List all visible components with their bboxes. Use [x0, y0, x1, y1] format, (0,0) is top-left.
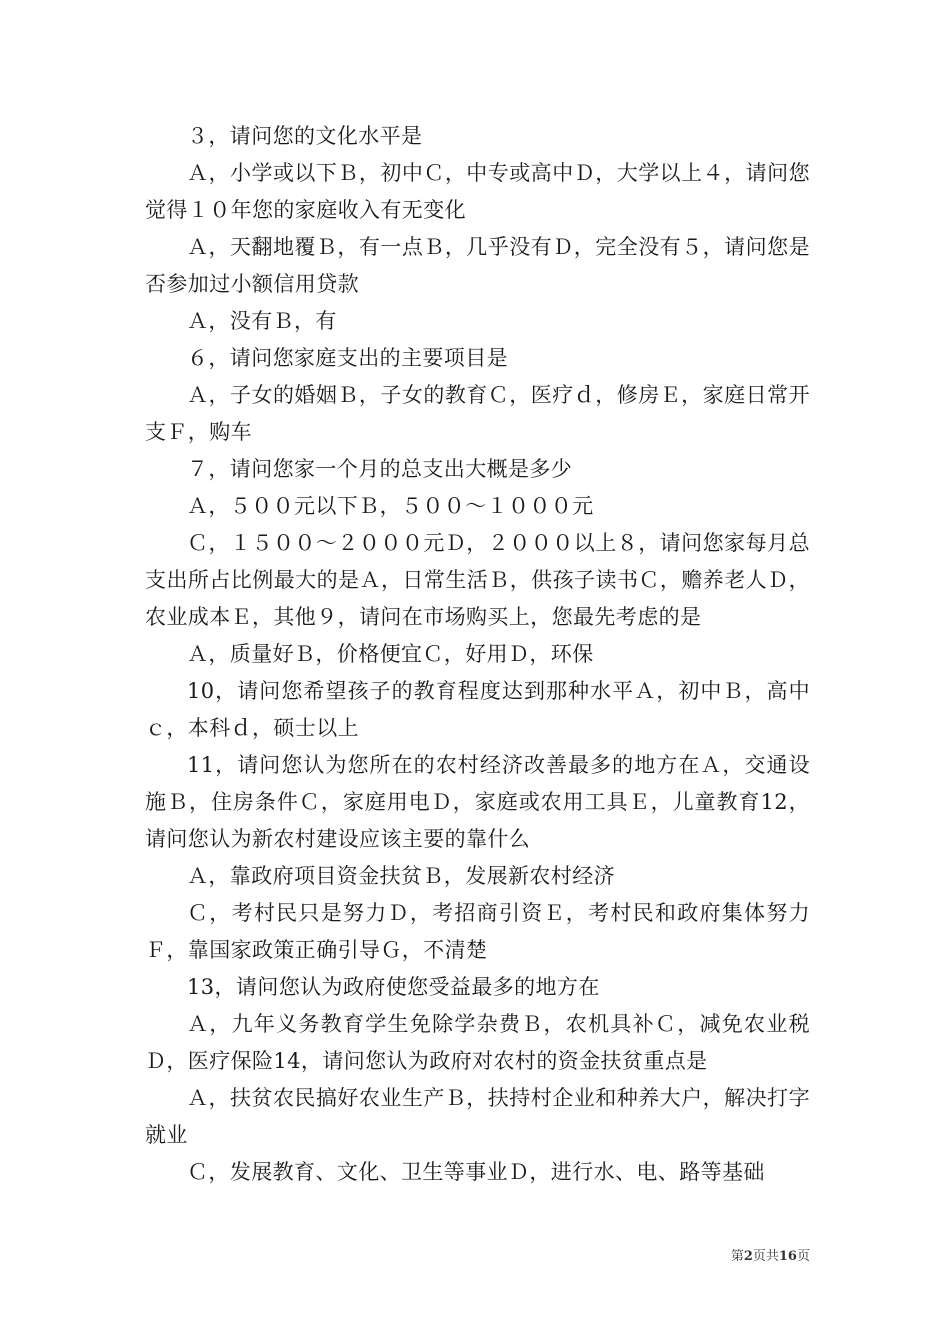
footer-middle: 页共 — [752, 1249, 779, 1264]
page-number-footer — [731, 1245, 810, 1264]
paragraph: Ａ，靠政府项目资金扶贫Ｂ，发展新农村经济 — [187, 864, 615, 888]
paragraph: Ａ，九年义务教育学生免除学杂费Ｂ，农机具补Ｃ，减免农业税Ｄ，医疗保险14，请问您认为政府对农村的资金扶贫重点是 — [145, 1012, 810, 1073]
footer-prefix: 第 — [730, 1249, 744, 1264]
paragraph: Ｃ，发展教育、文化、卫生等事业Ｄ，进行水、电、路等基础 — [187, 1160, 765, 1184]
document-body — [145, 118, 810, 1191]
paragraph: Ａ，扶贫农民搞好农业生产Ｂ，扶持村企业和种养大户，解决打字就业 — [145, 1086, 810, 1147]
paragraph: Ａ，质量好Ｂ，价格便宜Ｃ，好用Ｄ，环保 — [187, 642, 594, 666]
paragraph: ６，请问您家庭支出的主要项目是 — [187, 346, 508, 370]
paragraph: Ａ，５００元以下Ｂ，５００～１０００元 — [187, 494, 594, 518]
paragraph: Ａ，没有Ｂ，有 — [187, 309, 337, 333]
footer-suffix: 页 — [796, 1249, 810, 1264]
paragraph: 11，请问您认为您所在的农村经济改善最多的地方在Ａ，交通设施Ｂ，住房条件Ｃ，家庭用电Ｄ，家庭或农用工具Ｅ，儿童教育12，请问您认为新农村建设应该主要的靠什么 — [145, 753, 810, 851]
paragraph: 10，请问您希望孩子的教育程度达到那种水平Ａ，初中Ｂ，高中ｃ，本科ｄ，硕士以上 — [145, 679, 810, 740]
paragraph: ７，请问您家一个月的总支出大概是多少 — [187, 457, 573, 481]
paragraph: 13，请问您认为政府使您受益最多的地方在 — [187, 975, 600, 999]
paragraph: Ａ，天翻地覆Ｂ，有一点Ｂ，几乎没有Ｄ，完全没有５，请问您是否参加过小额信用贷款 — [145, 235, 810, 296]
paragraph: Ａ，小学或以下Ｂ，初中Ｃ，中专或高中Ｄ，大学以上４，请问您觉得１０年您的家庭收入有无变化 — [145, 161, 810, 222]
paragraph: ３，请问您的文化水平是 — [187, 124, 423, 148]
current-page-number: 2 — [743, 1249, 753, 1264]
paragraph: Ｃ，考村民只是努力Ｄ，考招商引资Ｅ，考村民和政府集体努力Ｆ，靠国家政策正确引导Ｇ，不清楚 — [145, 901, 810, 962]
paragraph: Ｃ，１５００～２０００元Ｄ，２０００以上８，请问您家每月总支出所占比例最大的是Ａ，日常生活Ｂ，供孩子读书Ｃ，赡养老人Ｄ，农业成本Ｅ，其他９，请问在市场购买上，您最先考虑的是 — [145, 531, 810, 629]
total-page-count: 16 — [778, 1249, 797, 1264]
paragraph: Ａ，子女的婚姻Ｂ，子女的教育Ｃ，医疗ｄ，修房Ｅ，家庭日常开支Ｆ，购车 — [145, 383, 810, 444]
